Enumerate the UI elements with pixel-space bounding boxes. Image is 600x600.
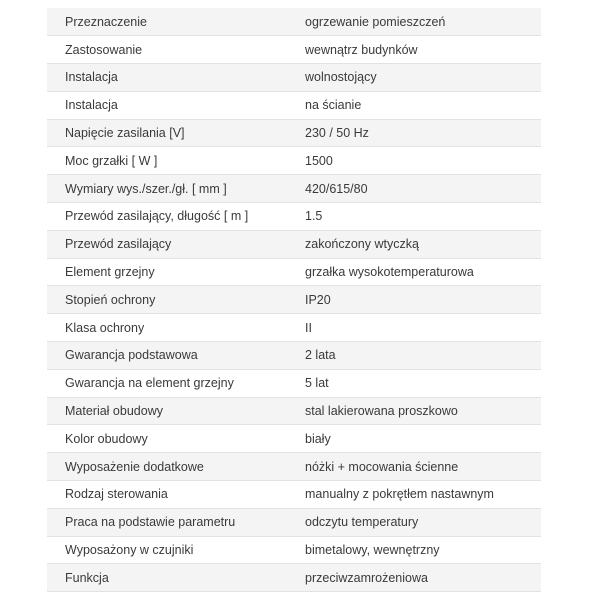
spec-label: Rodzaj sterowania — [65, 487, 168, 502]
table-row — [47, 119, 541, 147]
spec-label: Wymiary wys./szer./gł. [ mm ] — [65, 181, 227, 196]
spec-label: Zastosowanie — [65, 42, 143, 57]
table-row — [47, 397, 541, 425]
table-row — [47, 369, 541, 397]
spec-value: ogrzewanie pomieszczeń — [305, 14, 446, 29]
spec-label: Instalacja — [65, 70, 118, 85]
spec-value: II — [305, 320, 312, 335]
spec-label: Moc grzałki [ W ] — [65, 153, 158, 168]
table-row — [47, 453, 541, 481]
spec-value: IP20 — [305, 292, 331, 307]
specification-table — [47, 8, 541, 592]
spec-value: nóżki + mocowania ścienne — [305, 459, 459, 474]
spec-label: Wyposażony w czujniki — [65, 543, 194, 558]
table-row — [47, 8, 541, 36]
spec-value: bimetalowy, wewnętrzny — [305, 543, 440, 558]
spec-value: 1.5 — [305, 209, 323, 224]
spec-label: Gwarancja podstawowa — [65, 348, 198, 363]
table-row — [47, 203, 541, 231]
table-row — [47, 536, 541, 564]
table-row — [47, 481, 541, 509]
spec-value: na ścianie — [305, 98, 362, 113]
table-row — [47, 508, 541, 536]
spec-label: Element grzejny — [65, 265, 155, 280]
spec-label: Instalacja — [65, 98, 118, 113]
spec-value: przeciwzamrożeniowa — [305, 570, 428, 585]
spec-value: 2 lata — [305, 348, 336, 363]
table-row — [47, 314, 541, 342]
spec-value: grzałka wysokotemperaturowa — [305, 265, 474, 280]
spec-label: Kolor obudowy — [65, 431, 148, 446]
table-row — [47, 147, 541, 175]
table-row — [47, 36, 541, 64]
spec-label: Przewód zasilający — [65, 237, 172, 252]
table-row — [47, 258, 541, 286]
spec-label: Materiał obudowy — [65, 404, 163, 419]
spec-value: odczytu temperatury — [305, 515, 419, 530]
spec-label: Klasa ochrony — [65, 320, 145, 335]
spec-value: stal lakierowana proszkowo — [305, 404, 458, 419]
spec-value: zakończony wtyczką — [305, 237, 419, 252]
table-row — [47, 230, 541, 258]
spec-label: Przewód zasilający, długość [ m ] — [65, 209, 249, 224]
spec-value: wolnostojący — [305, 70, 377, 85]
table-row — [47, 64, 541, 92]
spec-value: 5 lat — [305, 376, 329, 391]
spec-label: Napięcie zasilania [V] — [65, 126, 185, 141]
table-row — [47, 564, 541, 592]
table-row — [47, 286, 541, 314]
spec-label: Funkcja — [65, 570, 109, 585]
spec-value: wewnątrz budynków — [305, 42, 418, 57]
spec-label: Przeznaczenie — [65, 14, 147, 29]
table-row — [47, 175, 541, 203]
spec-value: 1500 — [305, 153, 333, 168]
table-row — [47, 425, 541, 453]
spec-label: Wyposażenie dodatkowe — [65, 459, 204, 474]
spec-label: Gwarancja na element grzejny — [65, 376, 234, 391]
spec-value: manualny z pokrętłem nastawnym — [305, 487, 494, 502]
table-row — [47, 91, 541, 119]
spec-value: biały — [305, 431, 331, 446]
table-row — [47, 342, 541, 370]
spec-value: 420/615/80 — [305, 181, 368, 196]
spec-value: 230 / 50 Hz — [305, 126, 369, 141]
spec-label: Stopień ochrony — [65, 292, 156, 307]
spec-label: Praca na podstawie parametru — [65, 515, 236, 530]
